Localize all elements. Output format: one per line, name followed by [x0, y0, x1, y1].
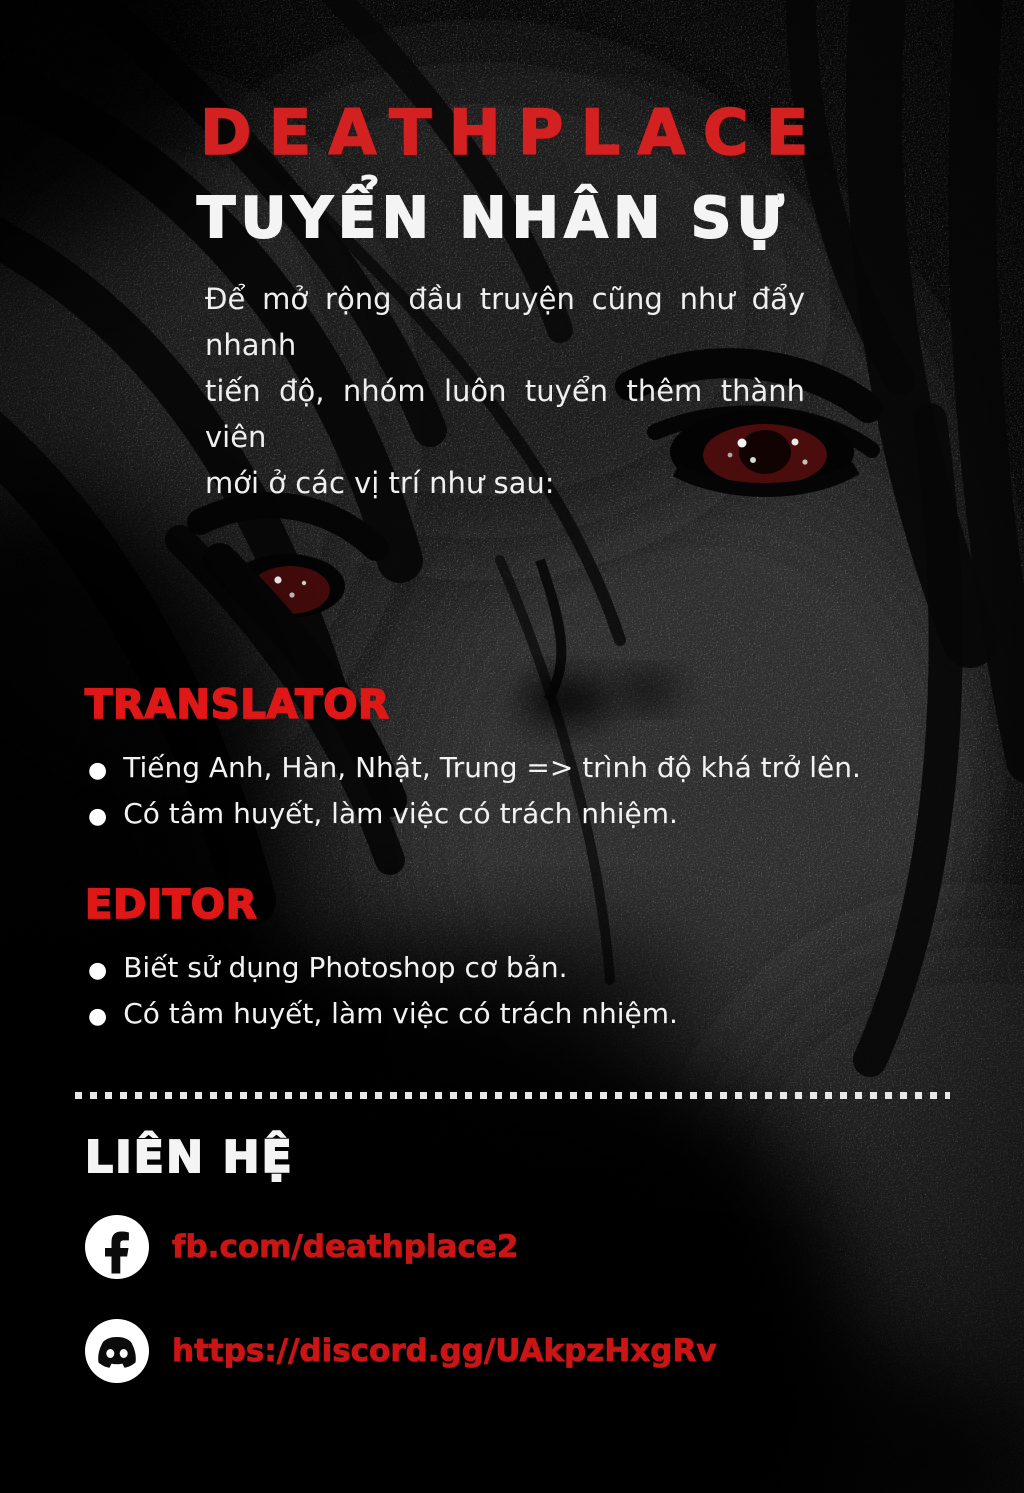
- list-item-text: Có tâm huyết, làm việc có trách nhiệm.: [123, 997, 678, 1030]
- contact-heading: LIÊN HỆ: [85, 1132, 294, 1183]
- list-item-text: Có tâm huyết, làm việc có trách nhiệm.: [123, 797, 678, 830]
- editor-requirements: [88, 946, 988, 1038]
- section-heading-translator: TRANSLATOR: [85, 682, 390, 728]
- intro-text: [205, 276, 805, 506]
- discord-link[interactable]: https://discord.gg/UAkpzHxgRv: [172, 1333, 717, 1369]
- bullet-icon: ●: [88, 758, 108, 783]
- page-subtitle: TUYỂN NHÂN SỰ: [197, 186, 790, 251]
- list-item: [88, 746, 988, 792]
- facebook-icon: [84, 1214, 150, 1280]
- list-item: [88, 792, 988, 838]
- discord-link-row[interactable]: [84, 1318, 717, 1384]
- dotted-divider: [75, 1092, 950, 1099]
- bullet-icon: ●: [88, 1004, 108, 1029]
- translator-requirements: [88, 746, 988, 838]
- discord-icon: [84, 1318, 150, 1384]
- intro-line: mới ở các vị trí như sau:: [205, 466, 555, 500]
- section-heading-editor: EDITOR: [85, 882, 258, 928]
- page-title: DEATHPLACE: [200, 96, 826, 169]
- list-item-text: Tiếng Anh, Hàn, Nhật, Trung => trình độ khá trở lên.: [123, 751, 861, 784]
- list-item: [88, 992, 988, 1038]
- list-item-text: Biết sử dụng Photoshop cơ bản.: [123, 951, 568, 984]
- facebook-link-row[interactable]: [84, 1214, 518, 1280]
- facebook-link[interactable]: fb.com/deathplace2: [172, 1229, 519, 1265]
- bullet-icon: ●: [88, 804, 108, 829]
- bullet-icon: ●: [88, 958, 108, 983]
- intro-line: tiến độ, nhóm luôn tuyển thêm thành viên: [205, 374, 805, 454]
- intro-line: Để mở rộng đầu truyện cũng như đẩy nhanh: [205, 282, 805, 362]
- list-item: [88, 946, 988, 992]
